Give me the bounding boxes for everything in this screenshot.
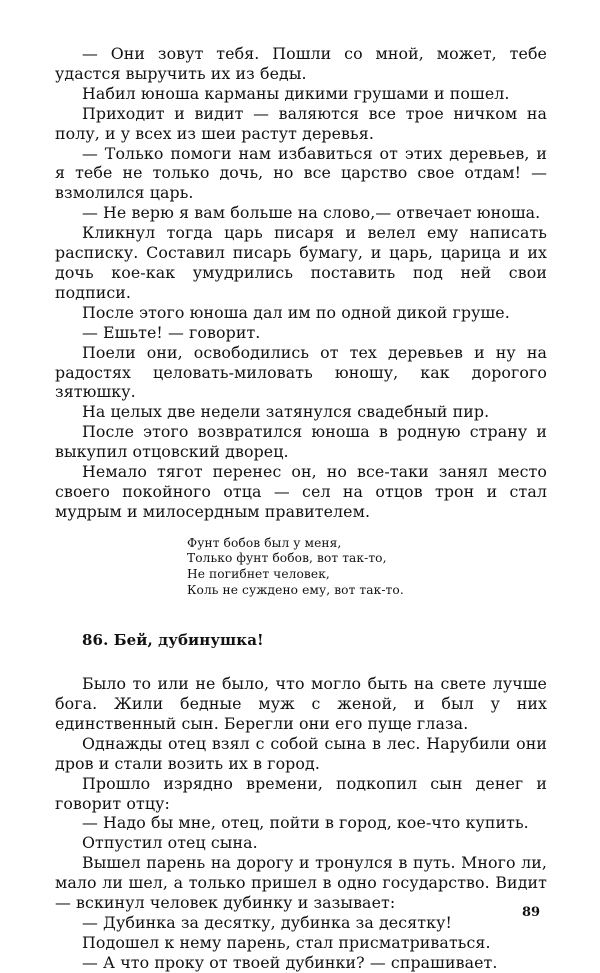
paragraph: Немало тягот перенес он, но все-таки занял место своего покойного отца — сел на отцов трон и стал мудрым и милосердным правителем. bbox=[55, 462, 547, 521]
paragraph: Однажды отец взял с собой сына в лес. Нарубили они дров и стали возить их в город. bbox=[55, 733, 547, 773]
paragraph: Было то или не было, что могло быть на свете лучше бога. Жили бедные муж с женой, и был у них единственный сын. Берегли они его пуще глаза. bbox=[55, 674, 547, 733]
paragraph: — А что проку от твоей дубинки? — спрашивает. bbox=[82, 952, 498, 972]
paragraph: — Они зовут тебя. Пошли со мной, может, тебе удастся выручить их из беды. bbox=[55, 44, 547, 83]
chapter-title: 86. Бей, дубинушка! bbox=[82, 631, 264, 650]
paragraph: Приходит и видит — валяются все трое ничком на полу, и у всех из шеи растут деревья. bbox=[55, 103, 547, 143]
page-number: 89 bbox=[522, 905, 541, 920]
paragraph: — Только помоги нам избавиться от этих деревьев, и я тебе не только дочь, но все царство свое отдам! — взмолился царь. bbox=[55, 143, 547, 203]
paragraph: Кликнул тогда царь писаря и велел ему написать расписку. Составил писарь бумагу, и царь, царица и их дочь кое-как умудрились поставить под ней свои подписи. bbox=[55, 223, 547, 302]
verse-line: Не погибнет человек, bbox=[187, 566, 330, 581]
verse-line: Коль не суждено ему, вот так-то. bbox=[187, 582, 404, 597]
previous-story-ending bbox=[55, 44, 547, 522]
verse-line: Только фунт бобов, вот так-то, bbox=[187, 551, 387, 566]
story-text bbox=[55, 674, 547, 973]
paragraph: — Ешьте! — говорит. bbox=[82, 322, 261, 342]
paragraph: После этого возвратился юноша в родную страну и выкупил отцовский дворец. bbox=[55, 422, 547, 462]
paragraph: Поели они, освободились от тех деревьев и ну на радостях целовать-миловать юношу, как дорогого зятюшку. bbox=[55, 342, 547, 402]
closing-verse bbox=[187, 536, 547, 598]
paragraph: После этого юноша дал им по одной дикой груше. bbox=[82, 302, 510, 322]
paragraph: Подошел к нему парень, стал присматриваться. bbox=[82, 932, 491, 952]
paragraph: Отпустил отец сына. bbox=[82, 833, 258, 853]
paragraph: Вышел парень на дорогу и тронулся в путь. Много ли, мало ли шел, а только пришел в одно государство. Видит — вскинул человек дубинку и зазывает: bbox=[55, 853, 547, 913]
paragraph: — Не верю я вам больше на слово,— отвечает юноша. bbox=[82, 203, 541, 223]
paragraph: Набил юноша карманы дикими грушами и пошел. bbox=[82, 83, 510, 103]
paragraph: На целых две недели затянулся свадебный пир. bbox=[82, 402, 490, 422]
paragraph: Прошло изрядно времени, подкопил сын денег и говорит отцу: bbox=[55, 773, 547, 813]
paragraph: — Надо бы мне, отец, пойти в город, кое-что купить. bbox=[82, 813, 529, 833]
verse-line: Фунт бобов был у меня, bbox=[187, 535, 342, 550]
paragraph: — Дубинка за десятку, дубинка за десятку! bbox=[82, 913, 452, 932]
page-text bbox=[55, 44, 547, 973]
